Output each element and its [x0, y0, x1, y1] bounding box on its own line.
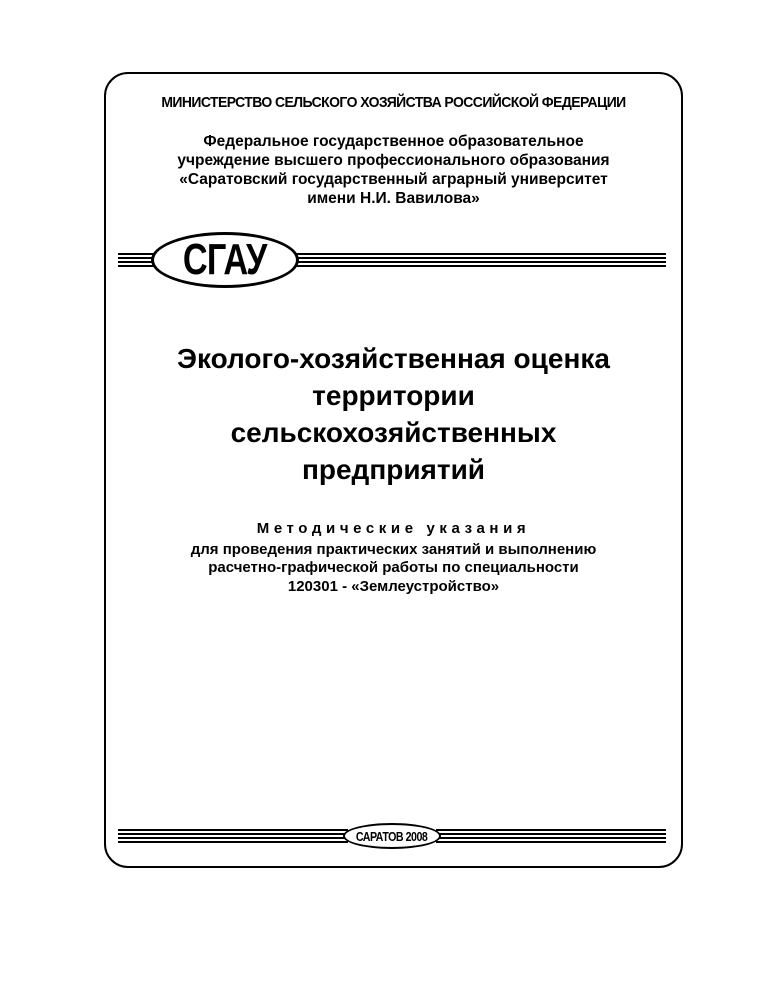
city-year-text: САРАТОВ 2008 [356, 828, 428, 844]
city-year-badge [343, 823, 441, 849]
document-subtitle [104, 520, 683, 596]
institution-line-3: «Саратовский государственный аграрный университет [179, 171, 608, 188]
title-line-4: предприятий [301, 454, 486, 485]
institution-line-1: Федеральное государственное образовательное [203, 133, 584, 150]
subtitle-line-2: расчетно-графической работы по специальности [208, 559, 579, 576]
title-line-1: Эколого-хозяйственная оценка [177, 343, 610, 374]
institution-line-2: учреждение высшего профессионального образования [177, 152, 610, 169]
institution-name [104, 132, 683, 208]
title-line-3: сельскохозяйственных [230, 417, 557, 448]
logo-text: СГАУ [183, 235, 267, 284]
subtitle-line-3: 120301 - «Землеустройство» [287, 577, 500, 595]
document-kind: Методические указания [256, 520, 531, 537]
document-title [104, 340, 683, 488]
bottom-rule-right [436, 829, 666, 843]
university-logo [151, 232, 299, 288]
title-line-2: территории [312, 380, 475, 411]
institution-line-4: имени Н.И. Вавилова» [307, 190, 480, 207]
bottom-rule-left [118, 829, 348, 843]
top-rule-right [292, 253, 666, 267]
ministry-heading: МИНИСТЕРСТВО СЕЛЬСКОГО ХОЗЯЙСТВА РОССИЙСКОЙ ФЕДЕРАЦИИ [161, 94, 626, 111]
subtitle-line-1: для проведения практических занятий и выполнению [190, 540, 597, 558]
